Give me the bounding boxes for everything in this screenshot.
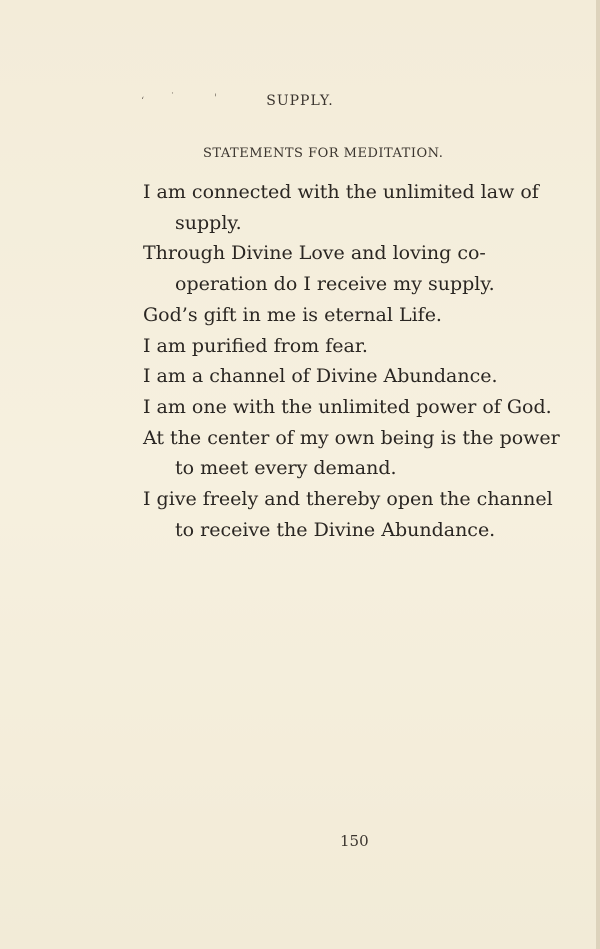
statement: I am purified from fear. — [143, 334, 368, 357]
running-head — [0, 93, 600, 109]
statement: I give freely and thereby open the channel to receive the Divine Abundance. — [143, 488, 553, 541]
statements-list — [143, 177, 563, 545]
page-number: 150 — [340, 832, 369, 850]
running-head-text: SUPPLY. — [266, 93, 334, 109]
section-subheading: STATEMENTS FOR MEDITATION. — [203, 146, 444, 161]
statement: God’s gift in me is eternal Life. — [143, 303, 442, 326]
print-speck: ' — [214, 93, 217, 104]
print-speck: ‘ — [141, 96, 145, 107]
statement: I am one with the unlimited power of God. — [143, 395, 552, 418]
statement: I am a channel of Divine Abundance. — [143, 365, 498, 388]
page-edge — [596, 0, 600, 949]
statement: At the center of my own being is the power to meet every demand. — [143, 426, 560, 480]
statement: I am connected with the unlimited law of supply. — [143, 181, 539, 234]
print-speck: ˙ — [170, 92, 175, 103]
statement: Through Divine Love and loving co-operation do I receive my supply. — [143, 242, 495, 296]
